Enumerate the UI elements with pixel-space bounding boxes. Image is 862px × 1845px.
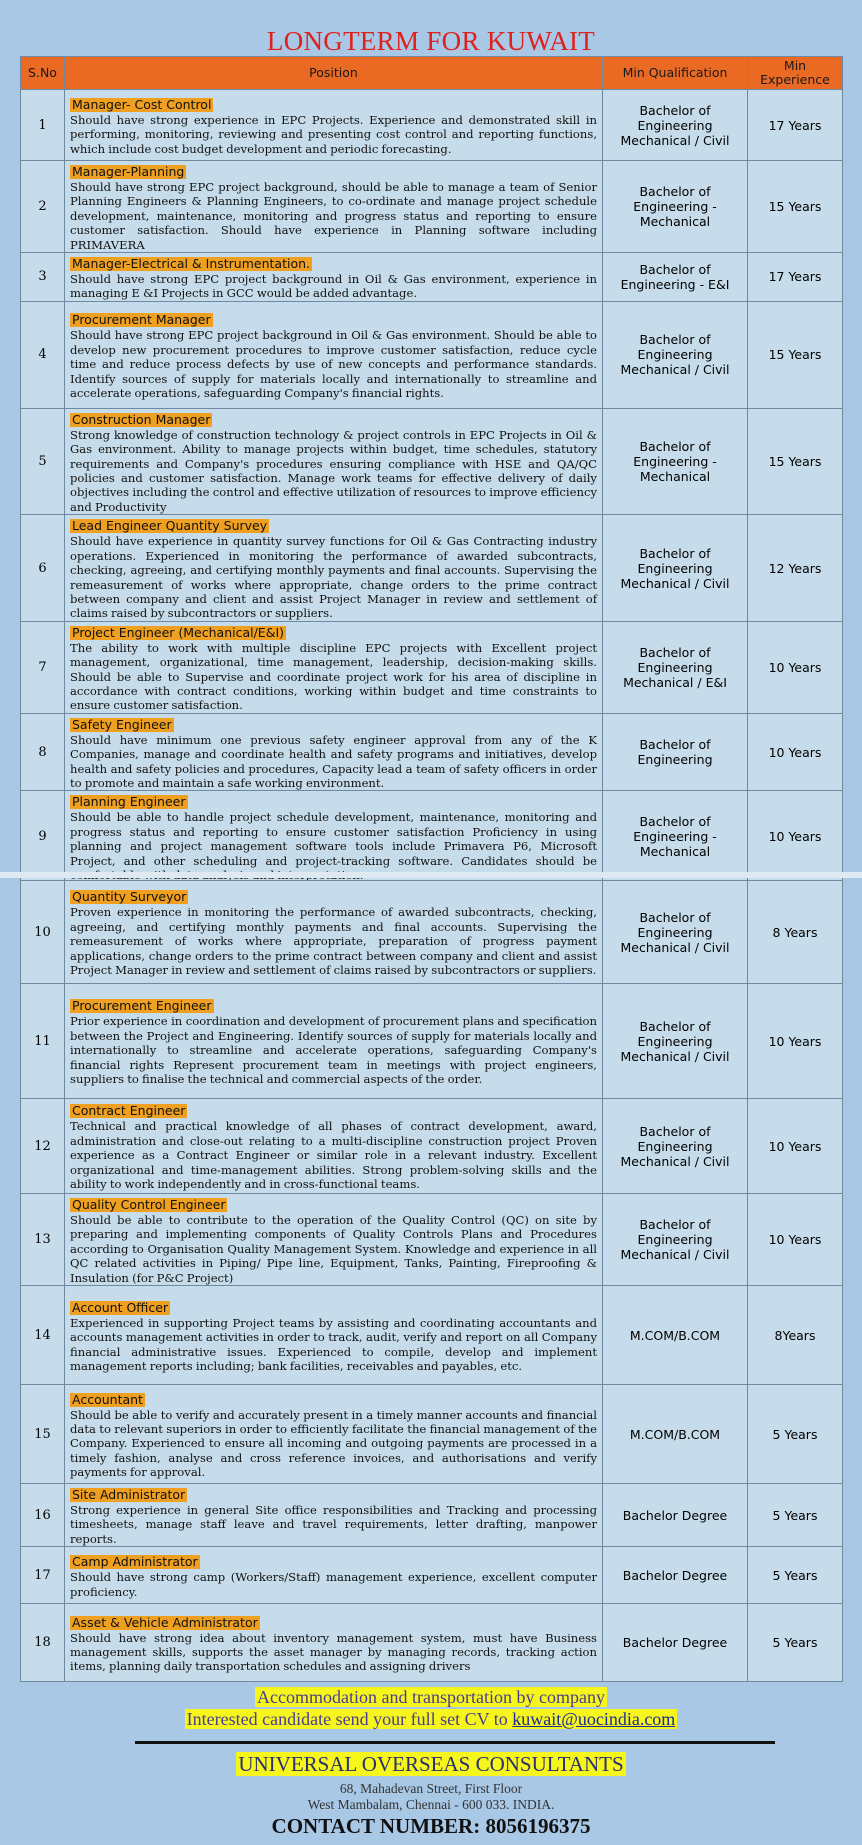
position-description: Should be able to handle project schedule development, maintenance, monitoring and progress status and reporting to ensure customer satisfaction Proficiency in using planning and project management software tools include Primavera P6, Microsoft Project, and other scheduling and project-tracking software. Candidates should be	[70, 810, 597, 868]
position-description: Proven experience in monitoring the performance of awarded subcontracts, checking, agreeing, and certifying monthly payments and final accounts. Supervising the remeasurement of works where appropriate, preparation of progress payment applications, change orders to the prime contract between company and client and assist Project Manager in review and settlement of claims raised by subcontractors or suppliers.	[70, 905, 597, 978]
row-sno: 4	[21, 301, 65, 408]
table-row	[21, 1286, 843, 1385]
row-experience: 8Years	[748, 1286, 843, 1385]
row-experience: 10 Years	[748, 984, 843, 1099]
row-sno: 10	[21, 881, 65, 984]
row-sno: 7	[21, 621, 65, 713]
row-qualification: Bachelor of Engineering Mechanical / Civil	[603, 984, 748, 1099]
row-experience: 5 Years	[748, 1385, 843, 1484]
contact-number: CONTACT NUMBER: 8056196375	[271, 1814, 591, 1838]
position-description: Should have strong EPC project background in Oil & Gas environment, experience in managing E &I Projects in GCC would be added advantage.	[70, 272, 597, 301]
table-row	[21, 881, 843, 984]
table-row	[21, 90, 843, 161]
position-title: Account Officer	[72, 1299, 169, 1315]
row-experience: 10 Years	[748, 713, 843, 791]
row-position	[65, 791, 603, 883]
position-title: Accountant	[72, 1391, 143, 1407]
divider-line	[135, 1741, 775, 1744]
row-qualification: Bachelor of Engineering Mechanical / Civil	[603, 301, 748, 408]
row-sno: 18	[21, 1604, 65, 1682]
row-position	[65, 161, 603, 253]
jobs-table-part-2	[20, 880, 843, 1682]
position-title: Asset & Vehicle Administrator	[72, 1614, 258, 1630]
email-link[interactable]: kuwait@uocindia.com	[512, 1709, 676, 1729]
position-title: Manager-Planning	[72, 164, 185, 179]
row-qualification: Bachelor of Engineering Mechanical / Civil	[603, 1194, 748, 1286]
row-sno: 6	[21, 515, 65, 621]
position-title: Manager- Cost Control	[72, 96, 212, 112]
position-description: Should have strong EPC project background in Oil & Gas environment. Should be able to develop new procurement procedures to improve customer satisfaction, reduce cycle time and reduce process defects by use of new concepts and performance standards. Identify sources of supply for materials locally and internationally to streamline and accelerate operations, safeguarding Company's financial rights.	[70, 328, 597, 400]
position-title: Quality Control Engineer	[72, 1197, 226, 1212]
row-experience: 5 Years	[748, 1604, 843, 1682]
position-description: Strong knowledge of construction technology & project controls in EPC Projects in Oil & Gas environment. Ability to manage projects within budget, time schedules, statutory requirements and Company's procedures ensuring compliance with HSE and QA/QC policies and customer satisfaction. Manage work teams for effective delivery of daily objectives including the control and effective utilization of resources to improve efficiency and Productivity	[70, 427, 597, 514]
row-qualification: Bachelor of Engineering Mechanical / Civil	[603, 90, 748, 161]
position-description: Should have minimum one previous safety engineer approval from any of the K Companies, manage and coordinate health and safety programs and initiatives, develop health and safety policies and procedures, Capacity lead a team of safety officers in order to promote and maintain a safe working environment.	[70, 732, 597, 790]
position-title: Procurement Engineer	[72, 998, 212, 1014]
header-position: Position	[65, 57, 603, 90]
row-experience: 17 Years	[748, 253, 843, 302]
row-experience: 15 Years	[748, 161, 843, 253]
row-sno: 12	[21, 1099, 65, 1194]
position-description: Should have strong camp (Workers/Staff) management experience, excellent computer proficiency.	[70, 1570, 597, 1599]
row-sno: 8	[21, 713, 65, 791]
position-description: Should have strong experience in EPC Projects. Experience and demonstrated skill in performing, monitoring, reviewing and presenting cost control and reporting functions, which include cost budget development and periodic forecasting.	[70, 112, 597, 156]
row-position	[65, 881, 603, 984]
table-header-row	[21, 57, 843, 90]
table-row	[21, 791, 843, 883]
table-row	[21, 253, 843, 302]
row-sno: 13	[21, 1194, 65, 1286]
header-sno: S.No	[21, 57, 65, 90]
header-qualification: Min Qualification	[603, 57, 748, 90]
position-title: Construction Manager	[72, 411, 211, 427]
row-qualification: Bachelor Degree	[603, 1547, 748, 1604]
row-qualification: Bachelor of Engineering	[603, 713, 748, 791]
jobs-table-part-1	[20, 56, 843, 883]
position-title: Site Administrator	[72, 1487, 186, 1503]
table-row	[21, 713, 843, 791]
row-sno: 2	[21, 161, 65, 253]
row-position	[65, 515, 603, 621]
row-position	[65, 1099, 603, 1194]
poster-title: LONGTERM FOR KUWAIT	[266, 26, 596, 56]
row-experience: 8 Years	[748, 881, 843, 984]
company-name: UNIVERSAL OVERSEAS CONSULTANTS	[238, 1752, 624, 1776]
row-qualification: Bachelor of Engineering Mechanical / E&I	[603, 621, 748, 713]
row-experience: 5 Years	[748, 1484, 843, 1547]
row-position	[65, 1194, 603, 1286]
table-row	[21, 621, 843, 713]
row-experience: 15 Years	[748, 408, 843, 514]
position-title: Quantity Surveyor	[72, 889, 187, 905]
accommodation-note: Accommodation and transportation by company	[257, 1687, 605, 1707]
row-sno: 9	[21, 791, 65, 883]
address-line-1: 68, Mahadevan Street, First Floor	[339, 1781, 523, 1796]
row-qualification: Bachelor of Engineering Mechanical / Civil	[603, 515, 748, 621]
position-description: Experienced in supporting Project teams by assisting and coordinating accountants and accounts management activities in order to track, audit, verify and report on all Company financial administrative issues. Experienced to compile, develop and implement management reports including; bank facilities, receivables and payables, etc.	[70, 1315, 597, 1373]
row-sno: 16	[21, 1484, 65, 1547]
row-qualification: Bachelor of Engineering - Mechanical	[603, 408, 748, 514]
address-line-2: West Mambalam, Chennai - 600 033. INDIA.	[307, 1797, 555, 1812]
table-row	[21, 1547, 843, 1604]
position-description: Should have experience in quantity survey functions for Oil & Gas Contracting industry operations. Experienced in monitoring the performance of awarded subcontracts, checking, agreeing, and certifying monthly payments and final accounts. Supervising the remeasurement of works where appropriate, change orders to the prime contract between company and client and assist Project Manager in review and settlement of claims raised by subcontractors or suppliers.	[70, 534, 597, 621]
position-description: Prior experience in coordination and development of procurement plans and specification between the Project and Engineering. Identify sources of supply for materials locally and internationally to streamline and accelerate operations, safeguarding Company's financial rights Represent procurement team in meetings with project engineers, suppliers to finalise the technical and commercial aspects of the order.	[70, 1014, 597, 1087]
row-position	[65, 621, 603, 713]
row-sno: 3	[21, 253, 65, 302]
position-description: Strong experience in general Site office responsibilities and Tracking and processing timesheets, manage staff leave and travel requirements, letter drafting, manpower reports.	[70, 1503, 597, 1546]
position-description: Should have strong EPC project background, should be able to manage a team of Senior Planning Engineers & Planning Engineers, to co-ordinate and manage project schedule development, maintenance, monitoring and progress status and reporting to ensure customer satisfaction. Should have experience in Planning software including PRIMAVERA	[70, 180, 597, 252]
row-experience: 12 Years	[748, 515, 843, 621]
position-description: The ability to work with multiple discipline EPC projects with Excellent project management, organizational, time management, leadership, decision-making skills. Should be able to Supervise and coordinate project work for his area of discipline in accordance with contract conditions, working within budget and time constraints to ensure customer satisfaction.	[70, 640, 597, 713]
row-experience: 15 Years	[748, 301, 843, 408]
row-sno: 1	[21, 90, 65, 161]
row-experience: 10 Years	[748, 621, 843, 713]
position-description: Should be able to verify and accurately present in a timely manner accounts and financial data to relevant superiors in order to efficiently facilitate the financial management of the Company. Experienced to ensure all incoming and outgoing payments are processed in a timely fashion, analyse and cross reference invoices, and authorisations and verify payments for approval.	[70, 1407, 597, 1480]
table-row	[21, 984, 843, 1099]
table-row	[21, 1099, 843, 1194]
position-title: Contract Engineer	[72, 1103, 186, 1119]
table-row	[21, 161, 843, 253]
row-position	[65, 1385, 603, 1484]
table-row	[21, 1194, 843, 1286]
header-experience: Min Experience	[748, 57, 843, 90]
position-description: Technical and practical knowledge of all phases of contract development, award, administration and close-out relating to a multi-discipline construction project Proven experience as a Contract Engineer or similar role in a relevant industry. Excellent organizational and time-management abilities. Strong problem-solving skills and the ability to work independently and in cross-functional teams.	[70, 1119, 597, 1192]
row-position	[65, 1286, 603, 1385]
row-sno: 11	[21, 984, 65, 1099]
row-sno: 5	[21, 408, 65, 514]
row-position	[65, 1604, 603, 1682]
row-position	[65, 1547, 603, 1604]
table-row	[21, 408, 843, 514]
position-title: Safety Engineer	[72, 716, 172, 732]
row-position	[65, 1484, 603, 1547]
row-position	[65, 90, 603, 161]
row-qualification: Bachelor of Engineering Mechanical / Civil	[603, 881, 748, 984]
row-experience: 10 Years	[748, 791, 843, 883]
table-row	[21, 1604, 843, 1682]
row-position	[65, 253, 603, 302]
position-title: Planning Engineer	[72, 794, 186, 810]
row-qualification: Bachelor of Engineering - Mechanical	[603, 161, 748, 253]
position-title: Camp Administrator	[72, 1554, 198, 1570]
cv-instruction: Interested candidate send your full set CV to kuwait@uocindia.com	[186, 1709, 676, 1729]
position-description: Should have strong idea about inventory management system, must have Business management skills, supports the asset manager by managing records, tracking action items, planning daily transportation schedules and assigning drivers	[70, 1630, 597, 1674]
table-row	[21, 515, 843, 621]
row-sno: 14	[21, 1286, 65, 1385]
table-row	[21, 1484, 843, 1547]
position-description: Should be able to contribute to the operation of the Quality Control (QC) on site by preparing and implementing components of Quality Controls Plans and Procedures according to Organisation Quality Management System. Knowledge and experience in all QC related activities in Piping/ Pipe line, Equipment, Tanks, Painting, Fireproofing & Insulation (for P&C Project)	[70, 1213, 597, 1285]
row-sno: 17	[21, 1547, 65, 1604]
row-qualification: M.COM/B.COM	[603, 1286, 748, 1385]
row-qualification: Bachelor of Engineering - Mechanical	[603, 791, 748, 883]
row-qualification: Bachelor Degree	[603, 1484, 748, 1547]
table-separator	[0, 872, 862, 878]
table-row	[21, 1385, 843, 1484]
row-position	[65, 408, 603, 514]
row-position	[65, 301, 603, 408]
position-title: Lead Engineer Quantity Survey	[72, 518, 268, 534]
row-position	[65, 713, 603, 791]
row-experience: 10 Years	[748, 1099, 843, 1194]
row-experience: 10 Years	[748, 1194, 843, 1286]
position-title: Procurement Manager	[72, 312, 211, 328]
row-qualification: M.COM/B.COM	[603, 1385, 748, 1484]
row-experience: 5 Years	[748, 1547, 843, 1604]
position-title: Manager-Electrical & Instrumentation.	[72, 256, 311, 272]
position-title: Project Engineer (Mechanical/E&I)	[72, 624, 285, 640]
row-position	[65, 984, 603, 1099]
table-row	[21, 301, 843, 408]
row-experience: 17 Years	[748, 90, 843, 161]
row-qualification: Bachelor Degree	[603, 1604, 748, 1682]
row-sno: 15	[21, 1385, 65, 1484]
row-qualification: Bachelor of Engineering - E&I	[603, 253, 748, 302]
row-qualification: Bachelor of Engineering Mechanical / Civil	[603, 1099, 748, 1194]
